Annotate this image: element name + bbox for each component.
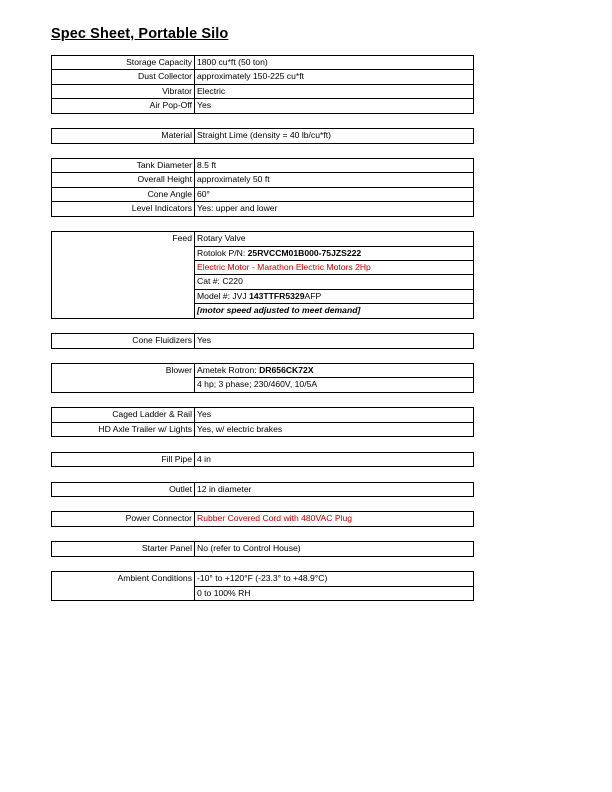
spec-value: Straight Lime (density = 40 lb/cu*ft) [195,129,474,143]
part-number-label: Rotolok P/N: [197,247,248,258]
spec-value: approximately 50 ft [195,173,474,187]
spec-group-outlet [51,482,474,497]
spec-row [52,56,474,70]
spec-row [52,452,474,466]
spec-value: Yes [195,408,474,422]
spec-row [52,187,474,201]
spec-note: [motor speed adjusted to meet demand] [195,304,474,318]
spec-value: Electric [195,84,474,98]
spec-row [52,232,474,246]
spec-value: 1800 cu*ft (50 ton) [195,56,474,70]
spec-row [52,70,474,84]
spec-value: approximately 150-225 cu*ft [195,70,474,84]
spec-value: Electric Motor - Marathon Electric Motors 2Hp [195,260,474,274]
spec-value: 12 in diameter [195,482,474,496]
page-title: Spec Sheet, Portable Silo [51,26,229,42]
spec-label: Dust Collector [52,70,195,84]
spec-row [52,364,474,378]
spec-label: Outlet [52,482,195,496]
spec-row [52,99,474,113]
spec-value: Yes [195,334,474,348]
spec-row [52,572,474,586]
model-label: Model #: JVJ [197,290,250,301]
spec-sheet [51,55,474,616]
spec-label: Cone Angle [52,187,195,201]
model-suffix: AFP [304,290,322,301]
spec-group-material [51,128,474,143]
spec-label: Cone Fluidizers [52,334,195,348]
spec-label: Air Pop-Off [52,99,195,113]
spec-row [52,512,474,526]
spec-row [52,159,474,173]
blower-brand: Ametek Rotron: [197,365,260,375]
spec-value: Cat #: C220 [195,275,474,289]
spec-row [52,173,474,187]
spec-row [52,408,474,422]
spec-value: Yes: upper and lower [195,202,474,216]
spec-value: 8.5 ft [195,159,474,173]
spec-group-general [51,55,474,114]
spec-label: Level Indicators [52,202,195,216]
spec-group-fluidizers [51,333,474,348]
model-number: 143TTFR5329 [249,290,305,301]
spec-group-ambient [51,571,474,601]
spec-value [195,364,474,378]
spec-group-power [51,511,474,526]
spec-group-ladder-trailer [51,407,474,437]
spec-value: 4 in [195,452,474,466]
spec-value: Rubber Covered Cord with 480VAC Plug [195,512,474,526]
spec-label: Fill Pipe [52,452,195,466]
spec-value: Yes [195,99,474,113]
spec-label: Caged Ladder & Rail [52,408,195,422]
spec-group-fill-pipe [51,452,474,467]
spec-label: Material [52,129,195,143]
spec-label: HD Axle Trailer w/ Lights [52,422,195,436]
spec-label: Blower [52,364,195,393]
spec-value: Yes, w/ electric brakes [195,422,474,436]
spec-label: Overall Height [52,173,195,187]
blower-model: DR656CK72X [259,365,314,375]
part-number: 25RVCCM01B000-75JZS222 [247,247,362,258]
spec-row [52,202,474,216]
spec-label: Storage Capacity [52,56,195,70]
spec-value: -10° to +120°F (-23.3° to +48.9°C) [195,572,474,586]
spec-value: 0 to 100% RH [195,586,474,600]
spec-label: Tank Diameter [52,159,195,173]
spec-label: Power Connector [52,512,195,526]
spec-value [195,289,474,303]
spec-label: Vibrator [52,84,195,98]
spec-group-dimensions [51,158,474,217]
spec-group-blower [51,363,474,393]
spec-row [52,129,474,143]
spec-label: Starter Panel [52,542,195,556]
spec-value: Rotary Valve [195,232,474,246]
spec-value: No (refer to Control House) [195,542,474,556]
spec-row [52,542,474,556]
spec-label: Feed [52,232,195,318]
spec-value: 4 hp; 3 phase; 230/460V, 10/5A [195,378,474,392]
spec-group-feed [51,231,474,318]
spec-group-starter [51,541,474,556]
spec-row [52,422,474,436]
spec-row [52,482,474,496]
spec-row [52,84,474,98]
spec-row [52,334,474,348]
spec-label: Ambient Conditions [52,572,195,601]
spec-value: 60° [195,187,474,201]
spec-value [195,246,474,260]
